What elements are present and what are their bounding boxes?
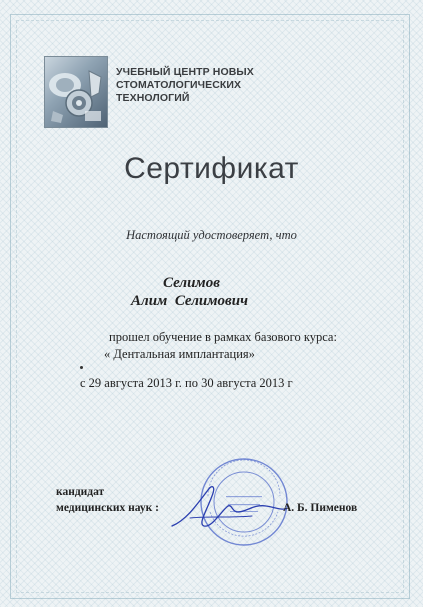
certificate-title: Сертификат (124, 152, 299, 185)
certifies-text: Настоящий удостоверяет, что (126, 228, 297, 242)
recipient-given-names: Алим Селимович (131, 293, 248, 309)
course-intro-text: прошел обучение в рамках базового курса: (109, 330, 337, 344)
org-name-line1: УЧЕБНЫЙ ЦЕНТР НОВЫХ (116, 66, 254, 78)
bullet-dot (80, 366, 83, 369)
course-dates: с 29 августа 2013 г. по 30 августа 2013 г (80, 376, 293, 390)
course-name: « Дентальная имплантация» (104, 347, 255, 361)
signer-degree-line1: кандидат (56, 486, 105, 498)
signer-degree-line2: медицинских наук : (56, 502, 159, 514)
training-center-name (116, 66, 254, 105)
org-name-line2: СТОМАТОЛОГИЧЕСКИХ (116, 79, 242, 91)
dental-implant-logo-icon (44, 56, 108, 128)
signer-name: А. Б. Пименов (283, 502, 358, 514)
handwritten-signature (168, 476, 288, 536)
recipient-surname: Селимов (163, 275, 220, 291)
org-name-line3: ТЕХНОЛОГИЙ (116, 92, 190, 104)
